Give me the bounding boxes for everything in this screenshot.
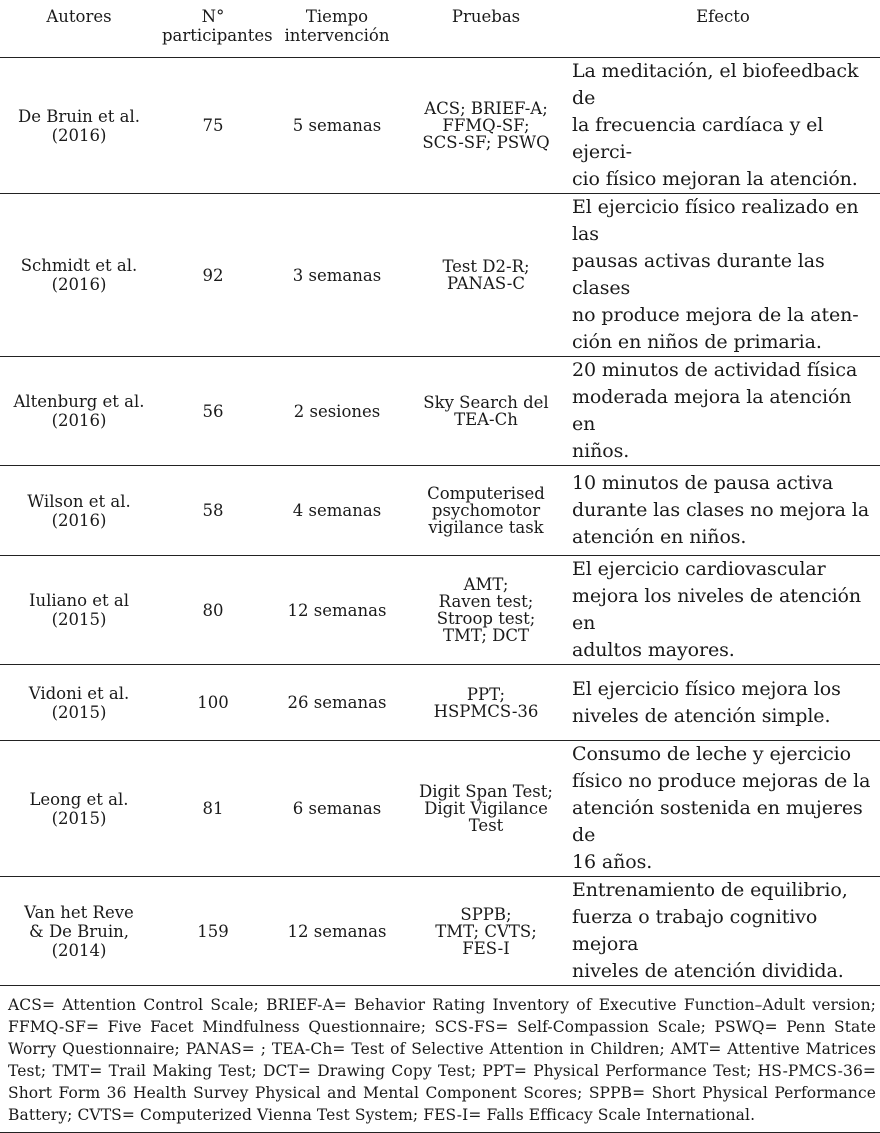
cell-pruebas-line: TMT; DCT xyxy=(443,626,529,645)
cell-pruebas-line: SPPB; xyxy=(460,904,512,924)
cell-pruebas xyxy=(406,58,566,194)
cell-autores-line: Altenburg et al. xyxy=(13,392,145,411)
cell-pruebas-line: TEA-Ch xyxy=(454,410,518,429)
cell-autores xyxy=(0,665,158,741)
cell-pruebas-line: HSPMCS-36 xyxy=(433,701,539,721)
cell-efecto-line: El ejercicio cardiovascular xyxy=(572,558,826,580)
header-autores: Autores xyxy=(0,0,158,58)
cell-tiempo: 5 semanas xyxy=(268,58,406,194)
cell-pruebas xyxy=(406,556,566,665)
cell-pruebas xyxy=(406,665,566,741)
cell-autores-line: (2015) xyxy=(51,808,107,828)
cell-autores-line: (2016) xyxy=(51,125,107,145)
cell-pruebas-line: Raven test; xyxy=(438,592,534,611)
cell-pruebas-line: FES-I xyxy=(462,938,510,958)
cell-efecto-line: niveles de atención simple. xyxy=(572,704,831,727)
table-row xyxy=(0,194,880,357)
cell-pruebas-line: FFMQ-SF; xyxy=(442,116,530,135)
cell-efecto-line: atención en niños. xyxy=(572,526,747,548)
table-row xyxy=(0,556,880,665)
cell-participantes: 100 xyxy=(158,665,268,741)
cell-efecto-line: niveles de atención dividida. xyxy=(572,960,844,982)
cell-pruebas-line: PANAS-C xyxy=(447,274,525,293)
cell-tiempo: 3 semanas xyxy=(268,194,406,357)
cell-efecto-line: El ejercicio físico realizado en las xyxy=(572,196,859,245)
cell-efecto-line: atención sostenida en mujeres de xyxy=(572,797,863,846)
cell-efecto-line: pausas activas durante las clases xyxy=(572,250,825,299)
cell-participantes: 159 xyxy=(158,877,268,986)
cell-efecto-line: La meditación, el biofeedback de xyxy=(572,60,859,109)
cell-efecto-line: la frecuencia cardíaca y el ejerci- xyxy=(572,114,824,163)
cell-pruebas-line: Test D2-R; xyxy=(442,257,530,276)
cell-efecto xyxy=(566,665,880,741)
cell-pruebas-line: TMT; CVTS; xyxy=(435,921,537,941)
cell-pruebas-line: psychomotor xyxy=(431,501,541,520)
table-row xyxy=(0,741,880,877)
cell-efecto-line: mejora los niveles de atención en xyxy=(572,585,862,634)
cell-tiempo: 12 semanas xyxy=(268,556,406,665)
cell-autores-line: (2015) xyxy=(51,610,107,629)
cell-autores xyxy=(0,877,158,986)
cell-participantes: 80 xyxy=(158,556,268,665)
cell-efecto xyxy=(566,741,880,877)
cell-efecto-line: durante las clases no mejora la xyxy=(572,499,870,521)
cell-autores xyxy=(0,556,158,665)
cell-autores xyxy=(0,466,158,556)
cell-pruebas-line: Digit Span Test; xyxy=(419,782,553,801)
cell-autores-line: (2015) xyxy=(51,702,107,722)
cell-participantes: 81 xyxy=(158,741,268,877)
cell-participantes: 75 xyxy=(158,58,268,194)
cell-efecto xyxy=(566,194,880,357)
cell-efecto-line: El ejercicio físico mejora los xyxy=(572,677,841,700)
cell-pruebas xyxy=(406,466,566,556)
cell-tiempo: 12 semanas xyxy=(268,877,406,986)
table-footnote: ACS= Attention Control Scale; BRIEF-A= Behavior Rating Inventory of Executive Function–Adult version; FFMQ-SF= Five Facet Mindfulness Questionnaire; SCS-FS= Self-Compassion Scale; PSWQ= Penn State Worry Questionnaire; PANAS= ; TEA-Ch= Test of Selective Attention in Children; AMT= Attentive Matrices Test; TMT= Trail Making Test; DCT= Drawing Copy Test; PPT= Physical Performance Test; HS-PMCS-36= Short Form 36 Health Survey Physical and Mental Component Scores; SPPB= Short Physical Performance Battery; CVTS= Computerized Vienna Test System; FES-I= Falls Efficacy Scale International. xyxy=(0,986,880,1133)
cell-pruebas-line: PPT; xyxy=(466,684,506,704)
cell-autores-line: (2014) xyxy=(51,940,107,960)
cell-autores-line: (2016) xyxy=(51,510,107,530)
cell-autores-line: Leong et al. xyxy=(29,789,129,809)
cell-pruebas xyxy=(406,357,566,466)
cell-efecto-line: cio físico mejoran la atención. xyxy=(572,168,858,190)
table-row xyxy=(0,665,880,741)
cell-autores xyxy=(0,357,158,466)
cell-efecto-line: 20 minutos de actividad física xyxy=(572,359,858,381)
cell-pruebas xyxy=(406,194,566,357)
table-row xyxy=(0,466,880,556)
cell-autores-line: Van het Reve xyxy=(24,902,134,922)
cell-participantes: 58 xyxy=(158,466,268,556)
cell-autores-line: Wilson et al. xyxy=(27,491,131,511)
cell-efecto xyxy=(566,466,880,556)
cell-efecto xyxy=(566,877,880,986)
cell-pruebas-line: Digit Vigilance xyxy=(424,799,548,818)
table-row xyxy=(0,58,880,194)
cell-efecto-line: moderada mejora la atención en xyxy=(572,386,852,435)
cell-autores-line: Schmidt et al. xyxy=(20,256,138,275)
cell-tiempo: 2 sesiones xyxy=(268,357,406,466)
cell-autores xyxy=(0,194,158,357)
cell-efecto-line: niños. xyxy=(572,440,630,462)
header-tiempo: Tiempo intervención xyxy=(268,0,406,58)
header-efecto: Efecto xyxy=(566,0,880,58)
cell-autores-line: Vidoni et al. xyxy=(28,683,130,703)
cell-pruebas-line: SCS-SF; PSWQ xyxy=(422,133,550,152)
cell-tiempo: 26 semanas xyxy=(268,665,406,741)
cell-efecto-line: Entrenamiento de equilibrio, xyxy=(572,879,848,901)
cell-pruebas-line: ACS; BRIEF-A; xyxy=(424,99,548,118)
table-row xyxy=(0,357,880,466)
header-row xyxy=(0,0,880,58)
cell-efecto-line: físico no produce mejoras de la xyxy=(572,770,871,792)
cell-efecto-line: fuerza o trabajo cognitivo mejora xyxy=(572,906,818,955)
cell-autores xyxy=(0,58,158,194)
cell-pruebas xyxy=(406,741,566,877)
cell-pruebas-line: vigilance task xyxy=(428,518,544,537)
cell-participantes: 92 xyxy=(158,194,268,357)
table-row xyxy=(0,877,880,986)
cell-autores xyxy=(0,741,158,877)
cell-efecto xyxy=(566,556,880,665)
cell-autores-line: (2016) xyxy=(51,411,107,430)
cell-pruebas-line: Computerised xyxy=(427,484,545,503)
cell-pruebas-line: Test xyxy=(468,816,504,835)
cell-participantes: 56 xyxy=(158,357,268,466)
cell-efecto-line: Consumo de leche y ejercicio xyxy=(572,743,851,765)
cell-pruebas-line: Stroop test; xyxy=(436,609,536,628)
cell-efecto-line: no produce mejora de la aten- xyxy=(572,304,859,326)
cell-autores-line: Iuliano et al xyxy=(28,591,130,610)
cell-tiempo: 4 semanas xyxy=(268,466,406,556)
cell-tiempo: 6 semanas xyxy=(268,741,406,877)
cell-pruebas xyxy=(406,877,566,986)
cell-efecto-line: ción en niños de primaria. xyxy=(572,331,822,353)
cell-autores-line: (2016) xyxy=(51,275,107,294)
cell-efecto-line: 16 años. xyxy=(572,851,653,873)
cell-efecto xyxy=(566,58,880,194)
cell-efecto-line: adultos mayores. xyxy=(572,639,735,661)
cell-efecto xyxy=(566,357,880,466)
cell-pruebas-line: AMT; xyxy=(463,575,509,594)
cell-pruebas-line: Sky Search del xyxy=(423,393,549,412)
cell-autores-line: & De Bruin, xyxy=(29,921,129,941)
cell-autores-line: De Bruin et al. xyxy=(17,106,141,126)
header-pruebas: Pruebas xyxy=(406,0,566,58)
cell-efecto-line: 10 minutos de pausa activa xyxy=(572,472,834,494)
header-participantes: N° participantes xyxy=(158,0,268,58)
